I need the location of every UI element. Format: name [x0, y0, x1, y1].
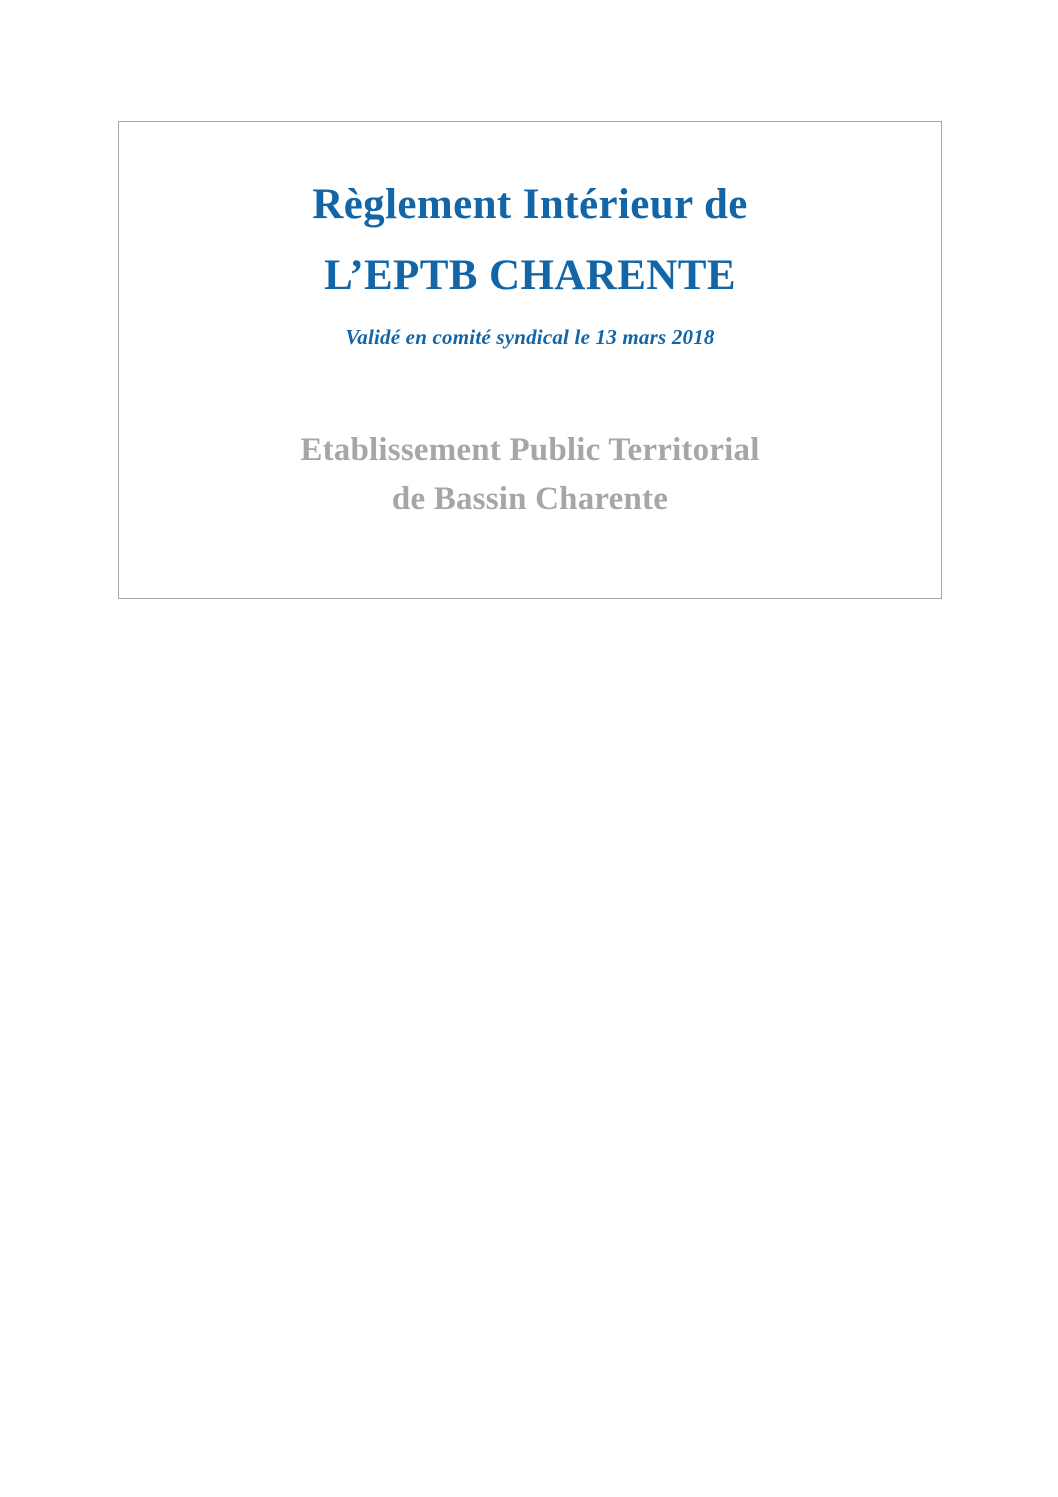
document-title-line-1: Règlement Intérieur de [312, 181, 748, 228]
organization-name-line-2: de Bassin Charente [391, 481, 669, 518]
organization-block [119, 426, 941, 525]
title-frame [118, 121, 942, 599]
organization-name-line-1: Etablissement Public Territorial [300, 431, 760, 468]
document-subtitle: Validé en comité syndical le 13 mars 2018 [345, 324, 715, 349]
title-block [119, 122, 941, 525]
document-title-line-2: L’EPTB CHARENTE [324, 252, 736, 300]
